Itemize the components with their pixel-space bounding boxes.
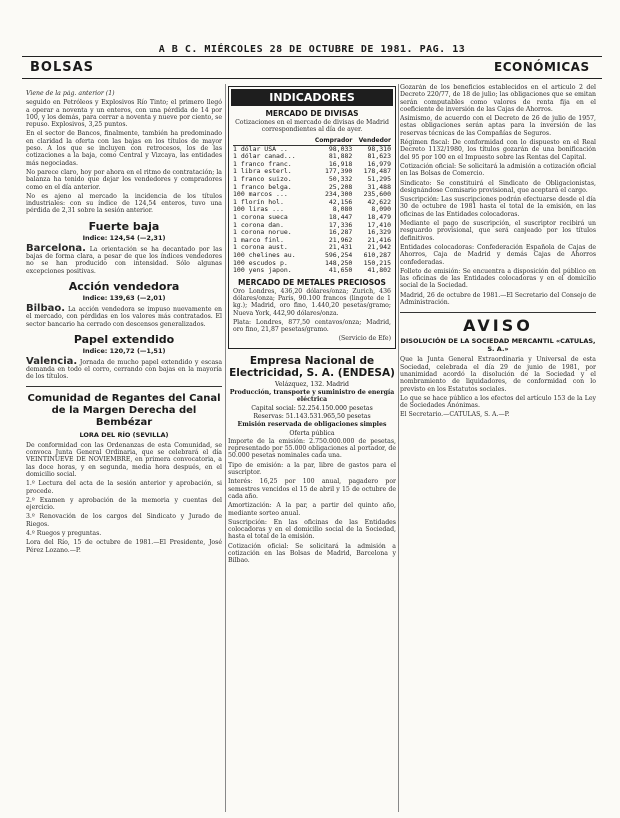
market-index: Indice: 120,72 (—1,51) xyxy=(82,346,166,355)
city-name: Valencia. xyxy=(26,355,78,367)
sell-rate-cell: 31,488 xyxy=(367,182,391,191)
sell-rate-cell: 21,416 xyxy=(367,235,391,244)
notice-subtitle: LORA DEL RÍO (SEVILLA) xyxy=(79,430,169,439)
table-row xyxy=(233,267,391,275)
currency-cell: 100 chelines au. xyxy=(233,250,296,259)
paragraph: El Secretario.—CATULAS, S. A.—P. xyxy=(400,411,510,419)
buy-rate-cell: 234,300 xyxy=(324,190,353,199)
sell-rate-cell: 81,623 xyxy=(367,152,391,161)
currency-cell: 1 marco finl. xyxy=(233,235,284,244)
sell-rate-cell: 17,410 xyxy=(367,220,391,229)
column-economicas xyxy=(400,84,596,810)
fx-note: Cotizaciones en el mercado de divisas de Madrid correspondientes al día de ayer. xyxy=(235,119,389,134)
paragraph: Tipo de emisión: a la par, libre de gastos para el suscriptor. xyxy=(228,461,396,477)
currency-cell: 1 dólar USA .. xyxy=(233,144,288,153)
sell-rate-cell: 41,802 xyxy=(367,266,391,275)
paragraph: Madrid, 26 de octubre de 1981.—El Secretario del Consejo de Administración. xyxy=(400,291,596,307)
silver-text: Plata: Londres, 877,50 centavos/onza; Madrid, oro fino, 21,87 pesetas/gramo. xyxy=(233,318,391,334)
paragraph: Folleto de emisión: Se encuentra a disposición del público en las oficinas de las Entidades colocadoras y en el domicilio social de la Sociedad. xyxy=(400,267,596,290)
market-index: Indice: 139,63 (—2,01) xyxy=(82,293,166,302)
paragraph: Mediante el pago de suscripción, el suscriptor recibirá un resguardo provisional, que será canjeado por los títulos definitivos. xyxy=(400,220,596,242)
endesa-reserves: Reservas: 51.143.531.965,50 pesetas xyxy=(253,412,371,420)
header-rule xyxy=(22,56,602,57)
endesa-purpose: Producción, transporte y suministro de energía eléctrica xyxy=(229,389,395,404)
endesa-title: Empresa Nacional de Electricidad, S. A. (ENDESA) xyxy=(229,354,395,379)
currency-cell: 1 libra esterl. xyxy=(233,167,292,176)
currency-cell: 1 corona norue. xyxy=(233,228,292,237)
column-divider xyxy=(225,84,226,812)
indicators-box xyxy=(228,86,396,349)
buy-rate-cell: 81,882 xyxy=(328,152,353,161)
paragraph: Sindicato: Se constituirá el Sindicato de Obligacionistas, designándose Comisario provisional, que aceptará el cargo. xyxy=(400,179,596,194)
sell-rate-cell: 16,979 xyxy=(367,159,391,168)
city-name: Barcelona. xyxy=(26,242,86,254)
market-index: Indice: 124,54 (—2,31) xyxy=(82,233,166,242)
source-note: (Servicio de Efe) xyxy=(338,335,391,343)
section-title-right: ECONÓMICAS xyxy=(494,60,590,74)
sell-rate-cell: 98,310 xyxy=(367,144,391,153)
sell-rate-cell: 18,479 xyxy=(367,212,391,221)
aviso-notice xyxy=(400,312,596,418)
paragraph: De conformidad con las Ordenanzas de esta Comunidad, se convoca Junta General Ordinaria, que se celebrará el día VEINTINUEVE DE NOVIEMBRE, en primera convocatoria, a las doce horas, y en segunda, media hora después, en el domicilio social. xyxy=(26,441,222,478)
buy-rate-cell: 41,650 xyxy=(328,266,353,275)
currency-cell: 1 franco suizo. xyxy=(233,174,292,183)
paragraph: Asimismo, de acuerdo con el Decreto de 26 de julio de 1957, estas obligaciones serán aptas para la inversión de las reservas técnicas de las Compañías de Seguros. xyxy=(400,115,596,137)
market-text: La acción vendedora se impuso nuevamente en el mercado, con pérdidas en los valores más contratados. El sector bancario ha cerrado con descensos generalizados. xyxy=(26,305,222,328)
column-header: Comprador xyxy=(308,136,353,146)
buy-rate-cell: 596,254 xyxy=(324,250,353,259)
buy-rate-cell: 42,156 xyxy=(328,197,353,206)
paragraph: 2.º Examen y aprobación de la memoria y cuentas del ejercicio. xyxy=(26,496,222,512)
sell-rate-cell: 150,215 xyxy=(363,258,391,267)
section-rule xyxy=(22,78,602,79)
buy-rate-cell: 17,336 xyxy=(328,220,353,229)
market-headline: Fuerte baja xyxy=(88,219,160,233)
buy-rate-cell: 16,287 xyxy=(328,228,353,237)
aviso-title: AVISO xyxy=(400,312,596,335)
buy-rate-cell: 18,447 xyxy=(328,212,353,221)
sell-rate-cell: 21,942 xyxy=(367,243,391,252)
city-name: Bilbao. xyxy=(26,302,66,314)
paragraph: 4.º Ruegos y preguntas. xyxy=(26,529,102,537)
paragraph: No parece claro, hoy por ahora en el ritmo de contratación; la balanza ha tenido que dejar los vendedores y compradores como en el día anterior. xyxy=(26,168,222,191)
notice-regantes xyxy=(26,386,222,554)
column-header xyxy=(233,136,308,146)
paragraph: Suscripción: En las oficinas de las Entidades colocadoras y en el domicilio social de la Sociedad, hasta el total de la emisión. xyxy=(228,518,396,541)
paragraph: Importe de la emisión: 2.750.000.000 de pesetas, representado por 55.000 obligaciones al portador, de 50.000 pesetas nominales cada una. xyxy=(228,437,396,460)
buy-rate-cell: 8,080 xyxy=(332,205,353,214)
exchange-rates-body xyxy=(233,145,391,275)
sell-rate-cell: 610,287 xyxy=(363,250,391,259)
sell-rate-cell: 42,622 xyxy=(367,197,391,206)
endesa-address: Velázquez, 132. Madrid xyxy=(275,380,349,388)
continuation-note: Viene de la pág. anterior (1) xyxy=(26,90,115,97)
paragraph: Suscripción: Las suscripciones podrán efectuarse desde el día 30 de octubre de 1981 hasta el total de la emisión, en las oficinas de las Entidades colocadoras. xyxy=(400,196,596,218)
indicators-title: INDICADORES xyxy=(231,89,393,106)
buy-rate-cell: 21,962 xyxy=(328,235,353,244)
market-text: La orientación se ha decantado por las bajas de forma clara, a pesar de que los índices vendedores no se han producido con intensidad. Sólo algunas excepciones positivas. xyxy=(26,245,222,275)
column-divider xyxy=(398,84,399,812)
currency-cell: 1 dólar canad... xyxy=(233,152,296,161)
column-header: Vendedor xyxy=(352,136,391,146)
currency-cell: 1 corona sueca xyxy=(233,212,288,221)
market-block-valencia xyxy=(26,333,222,381)
market-block-bilbao xyxy=(26,280,222,328)
paragraph: Interés: 16,25 por 100 anual, pagadero por semestres vencidos el 15 de abril y 15 de octubre de cada año. xyxy=(228,478,396,500)
page-header: A B C. MIÉRCOLES 28 DE OCTUBRE DE 1981. PAG. 13 xyxy=(158,44,466,55)
currency-cell: 100 yens japon. xyxy=(233,266,292,275)
exchange-rates-table xyxy=(233,136,391,275)
sell-rate-cell: 51,295 xyxy=(367,174,391,183)
column-bolsas xyxy=(26,90,222,810)
currency-cell: 1 franco franc. xyxy=(233,159,292,168)
sell-rate-cell: 16,329 xyxy=(367,228,391,237)
paragraph: 1.º Lectura del acta de la sesión anterior y aprobación, si procede. xyxy=(26,480,222,495)
endesa-issue-type: Oferta pública xyxy=(289,429,335,437)
endesa-capital: Capital social: 52.254.150.000 pesetas xyxy=(251,404,373,412)
paragraph: Gozarán de los beneficios establecidos en el artículo 2 del Decreto 220/77, de 18 de julio; las obligaciones que se emitan serán computables como valores de renta fija en el coeficiente de inversión de las Cajas de Ahorros. xyxy=(400,84,596,113)
currency-cell: 1 corona dan. xyxy=(233,220,284,229)
buy-rate-cell: 50,332 xyxy=(328,174,353,183)
endesa-emission: Emisión reservada de obligaciones simples xyxy=(237,421,387,429)
buy-rate-cell: 25,208 xyxy=(328,182,353,191)
paragraph: Cotización oficial: Se solicitará la admisión a cotización en las Bolsas de Madrid, Barcelona y Bilbao. xyxy=(228,542,396,565)
endesa-notice xyxy=(228,355,396,565)
currency-cell: 1 corona aust. xyxy=(233,243,288,252)
column-indicadores xyxy=(228,86,396,810)
paragraph: seguido en Petróleos y Explosivos Río Tinto; el primero llegó a operar a noventa y un enteros, con una pérdida de 14 por 100, y los demás, para cerrar a noventa y nueve por ciento, se repuso. Explosivos, 3,25 puntos. xyxy=(26,99,222,129)
metals-text: Oro Londres, 436,20 dólares/onza; Zurich, 436 dólares/onza; París, 90.100 francos (lingote de 1 kg.); Madrid, oro fino, 1.440,20 pesetas/gramo; Nueva York, 442,90 dólares/onza. xyxy=(233,287,391,317)
paragraph: Amortización: A la par, a partir del quinto año, mediante sorteo anual. xyxy=(228,502,396,517)
paragraph: 3.º Renovación de los cargos del Sindicato y Jurado de Riegos. xyxy=(26,513,222,528)
buy-rate-cell: 98,033 xyxy=(328,144,353,153)
buy-rate-cell: 148,250 xyxy=(324,258,353,267)
paragraph: Que la Junta General Extraordinaria y Universal de esta Sociedad, celebrada el día 29 de junio de 1981, por unanimidad acordó la disolución de la Sociedad y el nombramiento de liquidadores, de conformidad con lo previsto en los Estatutos sociales. xyxy=(400,356,596,393)
paragraph: Régimen fiscal: De conformidad con lo dispuesto en el Real Decreto 1132/1980, los títulos gozarán de una bonificación del 95 por 100 en el Impuesto sobre las Rentas del Capital. xyxy=(400,139,596,161)
currency-cell: 100 escudos p. xyxy=(233,258,288,267)
market-headline: Acción vendedora xyxy=(68,279,180,293)
paragraph: Cotización oficial: Se solicitará la admisión a cotización oficial en las Bolsas de Comercio. xyxy=(400,162,596,178)
buy-rate-cell: 177,390 xyxy=(324,167,353,176)
buy-rate-cell: 16,918 xyxy=(328,159,353,168)
paragraph: Lo que se hace público a los efectos del artículo 153 de la Ley de Sociedades Anónimas. xyxy=(400,394,596,410)
notice-title: Comunidad de Regantes del Canal de la Margen Derecha del Bembézar xyxy=(27,392,221,428)
currency-cell: 100 liras ... xyxy=(233,205,284,214)
currency-cell: 1 florín hol. xyxy=(233,197,284,206)
currency-cell: 1 franco belga. xyxy=(233,182,292,191)
market-block-barcelona xyxy=(26,220,222,275)
currency-cell: 100 marcos ... xyxy=(233,190,288,199)
sell-rate-cell: 8,090 xyxy=(371,205,391,214)
paragraph: No es ajeno al mercado la incidencia de los títulos industriales: con su índice de 124,54 enteros, tuvo una pérdida de 2,31 sobre la sesión anterior. xyxy=(26,192,222,215)
section-title-left: BOLSAS xyxy=(30,60,95,75)
sell-rate-cell: 178,487 xyxy=(363,167,391,176)
sell-rate-cell: 235,600 xyxy=(363,190,391,199)
fx-market-title: MERCADO DE DIVISAS xyxy=(265,109,359,118)
aviso-subtitle: DISOLUCIÓN DE LA SOCIEDAD MERCANTIL «CATULAS, S. A.» xyxy=(400,337,596,354)
buy-rate-cell: 21,431 xyxy=(328,243,353,252)
metals-title: MERCADO DE METALES PRECIOSOS xyxy=(238,277,386,287)
paragraph: Lora del Río, 15 de octubre de 1981.—El Presidente, José Pérez Lozano.—P. xyxy=(26,539,222,554)
paragraph: Entidades colocadoras: Confederación Española de Cajas de Ahorros, Caja de Madrid y demás Cajas de Ahorros confederadas. xyxy=(400,243,596,266)
market-headline: Papel extendido xyxy=(73,332,175,346)
market-text: Jornada de mucho papel extendido y escasa demanda en todo el corro, cerrando con bajas en la mayoría de los títulos. xyxy=(26,358,222,381)
table-header-row xyxy=(233,136,391,146)
paragraph: En el sector de Bancos, finalmente, también ha predominado en claridad la oferta con las bajas en los títulos de mayor peso. A los que se incluyen con retrocesos, los de las cotizaciones a la baja, como Central y Vizcaya, las entidades más negociadas. xyxy=(26,130,222,167)
